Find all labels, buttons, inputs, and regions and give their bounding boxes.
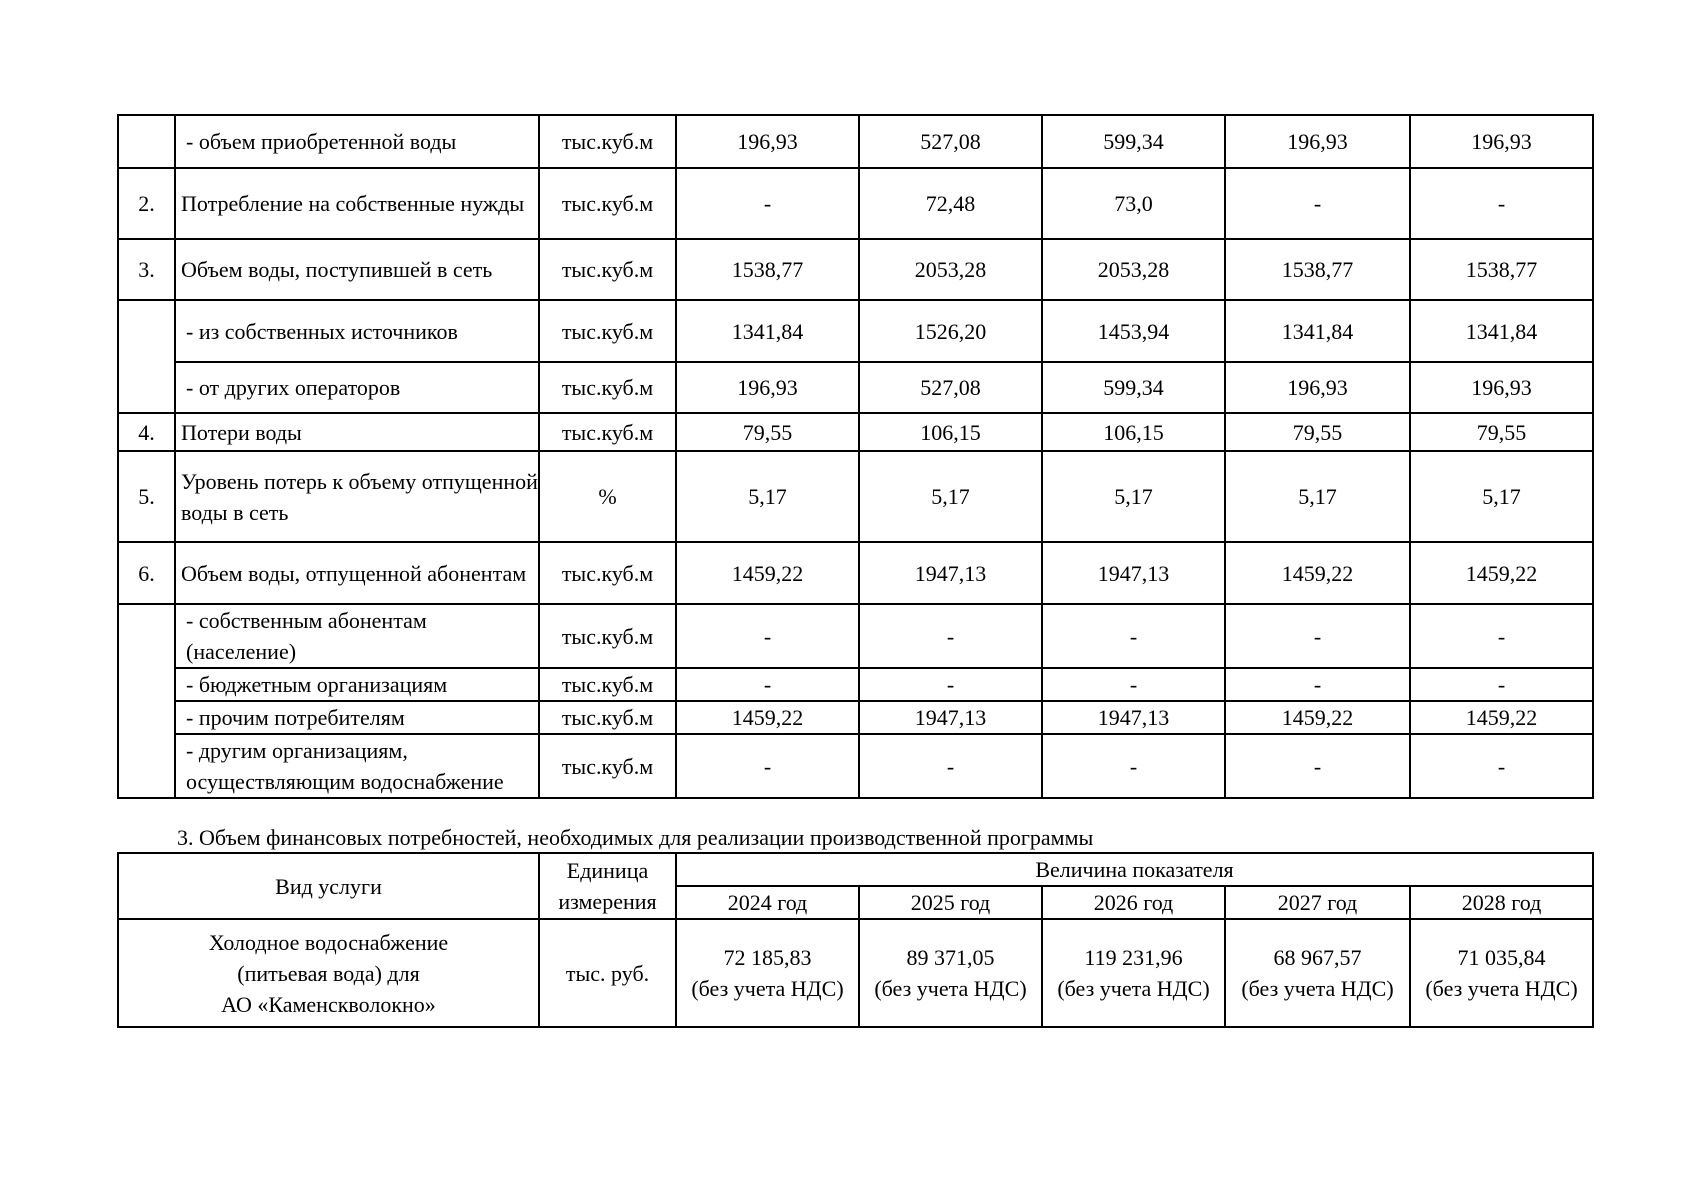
year-header: 2025 год	[859, 886, 1042, 919]
value-cell: -	[676, 668, 859, 701]
value-cell: 79,55	[1410, 413, 1593, 451]
year-header: 2024 год	[676, 886, 859, 919]
service-unit: тыс. руб.	[539, 919, 676, 1027]
value-cell: 73,0	[1042, 168, 1225, 239]
value-cell: 1947,13	[1042, 542, 1225, 604]
year-header: 2028 год	[1410, 886, 1593, 919]
row-name: Объем воды, поступившей в сеть	[175, 239, 539, 300]
value-cell: 599,34	[1042, 115, 1225, 168]
table-row	[118, 362, 1593, 413]
value-cell: 196,93	[676, 362, 859, 413]
vat-note: (без учета НДС)	[874, 976, 1027, 1001]
value-cell	[859, 919, 1042, 1027]
table-row	[118, 604, 1593, 668]
section-title: 3. Объем финансовых потребностей, необходимых для реализации производственной программы	[177, 825, 1094, 850]
table-row	[118, 239, 1593, 300]
unit-header-line: измерения	[558, 889, 657, 914]
amount: 89 371,05	[906, 945, 995, 970]
value-cell: -	[1225, 604, 1410, 668]
value-cell: 1341,84	[676, 300, 859, 362]
value-cell: 527,08	[859, 115, 1042, 168]
value-cell: 79,55	[676, 413, 859, 451]
water-balance-table	[117, 114, 1594, 799]
value-cell: 1453,94	[1042, 300, 1225, 362]
row-unit: тыс.куб.м	[539, 300, 676, 362]
table-row	[118, 542, 1593, 604]
unit-header-line: Единица	[566, 858, 649, 883]
service-type-header: Вид услуги	[118, 853, 539, 919]
row-name: Потери воды	[175, 413, 539, 451]
value-cell: 2053,28	[859, 239, 1042, 300]
row-number: 3.	[118, 239, 175, 300]
value-cell: -	[859, 604, 1042, 668]
row-number: 6.	[118, 542, 175, 604]
row-unit: тыс.куб.м	[539, 168, 676, 239]
header-row	[118, 853, 1593, 886]
row-unit: тыс.куб.м	[539, 239, 676, 300]
table-row	[118, 668, 1593, 701]
value-cell: -	[676, 168, 859, 239]
value-cell: -	[859, 668, 1042, 701]
table-row	[118, 413, 1593, 451]
value-cell: 2053,28	[1042, 239, 1225, 300]
value-cell: -	[1410, 734, 1593, 798]
vat-note: (без учета НДС)	[1425, 976, 1578, 1001]
row-number	[118, 300, 175, 413]
value-cell: 5,17	[676, 451, 859, 542]
value-cell: 1538,77	[676, 239, 859, 300]
table-row	[118, 919, 1593, 1027]
value-cell: -	[1225, 734, 1410, 798]
year-header: 2026 год	[1042, 886, 1225, 919]
value-cell: 1459,22	[676, 701, 859, 734]
value-cell: -	[1410, 168, 1593, 239]
amount: 71 035,84	[1457, 945, 1546, 970]
row-unit: тыс.куб.м	[539, 668, 676, 701]
amount: 68 967,57	[1273, 945, 1362, 970]
value-cell: 1459,22	[1410, 701, 1593, 734]
value-cell: 79,55	[1225, 413, 1410, 451]
value-cell: 1459,22	[1410, 542, 1593, 604]
value-cell: 1947,13	[1042, 701, 1225, 734]
table-row	[118, 701, 1593, 734]
table-row	[118, 115, 1593, 168]
value-cell: -	[1410, 668, 1593, 701]
value-cell: -	[1042, 734, 1225, 798]
value-cell: -	[1410, 604, 1593, 668]
value-cell	[1225, 919, 1410, 1027]
value-cell: 5,17	[859, 451, 1042, 542]
value-cell: 1341,84	[1410, 300, 1593, 362]
value-cell: 196,93	[1225, 362, 1410, 413]
unit-header	[539, 853, 676, 919]
value-cell: 196,93	[1410, 115, 1593, 168]
value-cell: 1459,22	[1225, 701, 1410, 734]
value-cell: 1459,22	[676, 542, 859, 604]
value-cell: 1459,22	[1225, 542, 1410, 604]
table-row	[118, 168, 1593, 239]
vat-note: (без учета НДС)	[1241, 976, 1394, 1001]
row-number: 2.	[118, 168, 175, 239]
row-unit: тыс.куб.м	[539, 115, 676, 168]
row-unit: тыс.куб.м	[539, 604, 676, 668]
value-cell: 196,93	[1225, 115, 1410, 168]
row-name: - объем приобретенной воды	[175, 115, 539, 168]
row-unit: тыс.куб.м	[539, 734, 676, 798]
value-cell	[676, 919, 859, 1027]
value-cell: 5,17	[1042, 451, 1225, 542]
value-cell: 72,48	[859, 168, 1042, 239]
value-cell: 599,34	[1042, 362, 1225, 413]
row-number: 5.	[118, 451, 175, 542]
value-cell: 527,08	[859, 362, 1042, 413]
row-name: - собственным абонентам (население)	[175, 604, 539, 668]
value-cell	[1042, 919, 1225, 1027]
value-cell: 1538,77	[1410, 239, 1593, 300]
indicator-value-header: Величина показателя	[676, 853, 1593, 886]
row-name: Потребление на собственные нужды	[175, 168, 539, 239]
value-cell: 196,93	[676, 115, 859, 168]
amount: 119 231,96	[1084, 945, 1183, 970]
financial-needs-table	[117, 852, 1594, 1028]
value-cell: 1947,13	[859, 701, 1042, 734]
value-cell: 5,17	[1410, 451, 1593, 542]
value-cell: -	[1225, 668, 1410, 701]
value-cell: -	[1042, 668, 1225, 701]
table-row	[118, 734, 1593, 798]
row-unit: тыс.куб.м	[539, 362, 676, 413]
table-row	[118, 300, 1593, 362]
value-cell	[1410, 919, 1593, 1027]
row-name: Объем воды, отпущенной абонентам	[175, 542, 539, 604]
service-name	[118, 919, 539, 1027]
value-cell: 196,93	[1410, 362, 1593, 413]
value-cell: 1947,13	[859, 542, 1042, 604]
value-cell: 106,15	[1042, 413, 1225, 451]
row-name: - прочим потребителям	[175, 701, 539, 734]
value-cell: -	[859, 734, 1042, 798]
row-unit: тыс.куб.м	[539, 701, 676, 734]
row-number	[118, 115, 175, 168]
row-name: - из собственных источников	[175, 300, 539, 362]
value-cell: 5,17	[1225, 451, 1410, 542]
row-name: Уровень потерь к объему отпущенной воды в сеть	[175, 451, 539, 542]
value-cell: -	[676, 734, 859, 798]
row-number: 4.	[118, 413, 175, 451]
row-name: - бюджетным организациям	[175, 668, 539, 701]
value-cell: -	[1042, 604, 1225, 668]
row-unit: %	[539, 451, 676, 542]
value-cell: 1526,20	[859, 300, 1042, 362]
row-unit: тыс.куб.м	[539, 413, 676, 451]
amount: 72 185,83	[723, 945, 812, 970]
service-name-line: Холодное водоснабжение	[208, 929, 449, 955]
row-number	[118, 604, 175, 798]
value-cell: -	[1225, 168, 1410, 239]
value-cell: -	[676, 604, 859, 668]
service-name-line: (питьевая вода) для	[237, 960, 420, 986]
table-row	[118, 451, 1593, 542]
row-name: - от других операторов	[175, 362, 539, 413]
value-cell: 1341,84	[1225, 300, 1410, 362]
service-name-line: АО «Каменскволокно»	[221, 991, 436, 1017]
value-cell: 106,15	[859, 413, 1042, 451]
vat-note: (без учета НДС)	[1057, 976, 1210, 1001]
row-unit: тыс.куб.м	[539, 542, 676, 604]
year-header: 2027 год	[1225, 886, 1410, 919]
row-name: - другим организациям, осуществляющим водоснабжение	[175, 734, 539, 798]
vat-note: (без учета НДС)	[691, 976, 844, 1001]
value-cell: 1538,77	[1225, 239, 1410, 300]
